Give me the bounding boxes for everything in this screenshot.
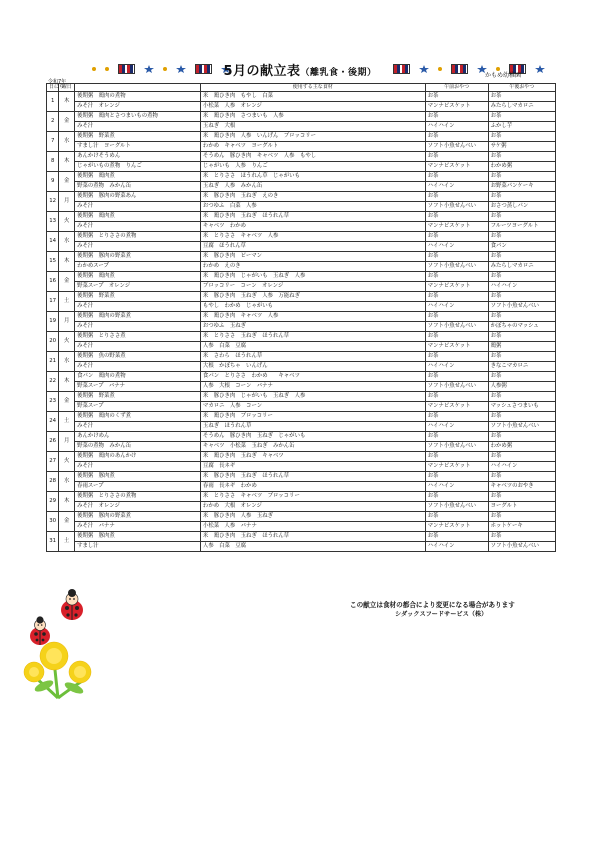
table-row bbox=[47, 412, 556, 422]
table-row bbox=[47, 402, 556, 412]
dish-cell: 野菜スープ バナナ bbox=[75, 382, 201, 392]
title-text: 5月の献立表 bbox=[223, 64, 301, 79]
pm-snack-cell: お茶 bbox=[488, 392, 555, 402]
ingredient-cell: 米 豚ひき肉 ピーマン bbox=[200, 252, 425, 262]
table-row bbox=[47, 332, 556, 342]
ingredient-cell: 人参 大根 コーン バナナ bbox=[200, 382, 425, 392]
am-snack-cell: ハイハイン bbox=[425, 482, 488, 492]
table-row bbox=[47, 222, 556, 232]
pm-snack-cell: サケ粥 bbox=[488, 142, 555, 152]
day-cell: 27 bbox=[47, 452, 59, 472]
am-snack-cell: お茶 bbox=[425, 532, 488, 542]
ingredient-cell: 小松菜 人参 オレンジ bbox=[200, 102, 425, 112]
table-row bbox=[47, 392, 556, 402]
dish-cell: みそ汁 バナナ bbox=[75, 522, 201, 532]
ingredient-cell: わかめ えのき bbox=[200, 262, 425, 272]
ingredient-cell: 米 豚ひき肉 玉ねぎ ほうれん草 bbox=[200, 472, 425, 482]
day-cell: 28 bbox=[47, 472, 59, 492]
dot-icon bbox=[438, 67, 442, 71]
am-snack-cell: ハイハイン bbox=[425, 302, 488, 312]
col-dish bbox=[75, 84, 201, 92]
am-snack-cell: ハイハイン bbox=[425, 422, 488, 432]
ingredient-cell: 米 鶏ひき肉 じゃがいも 玉ねぎ 人参 bbox=[200, 272, 425, 282]
pm-snack-cell: お茶 bbox=[488, 272, 555, 282]
dish-cell: 後期粥 鶏肉煮 bbox=[75, 172, 201, 182]
am-snack-cell: お茶 bbox=[425, 372, 488, 382]
weekday-cell: 金 bbox=[59, 512, 75, 532]
am-snack-cell: お茶 bbox=[425, 492, 488, 502]
ingredient-cell: 米 豚ひき肉 玉ねぎ えのき bbox=[200, 192, 425, 202]
am-snack-cell: マンナビスケット bbox=[425, 462, 488, 472]
pm-snack-cell: ソフト小魚せんべい bbox=[488, 542, 555, 552]
table-row bbox=[47, 522, 556, 532]
weekday-cell: 土 bbox=[59, 412, 75, 432]
pm-snack-cell: みたらしマカロニ bbox=[488, 262, 555, 272]
table-row bbox=[47, 512, 556, 522]
pm-snack-cell: お茶 bbox=[488, 532, 555, 542]
weekday-cell: 水 bbox=[59, 132, 75, 152]
am-snack-cell: お茶 bbox=[425, 452, 488, 462]
am-snack-cell: ソフト小魚せんべい bbox=[425, 382, 488, 392]
dish-cell: 野菜の煮物 みかん缶 bbox=[75, 182, 201, 192]
pm-snack-cell: お茶 bbox=[488, 512, 555, 522]
table-row bbox=[47, 502, 556, 512]
dish-cell: 野菜の煮物 みかん缶 bbox=[75, 442, 201, 452]
weekday-cell: 土 bbox=[59, 292, 75, 312]
pm-snack-cell: お茶 bbox=[488, 132, 555, 142]
dish-cell: 後期粥 豚肉の野菜煮 bbox=[75, 252, 201, 262]
school-name: かもめ幼稚園 bbox=[485, 72, 522, 79]
dish-cell: あんかけそうめん bbox=[75, 152, 201, 162]
pm-snack-cell: お茶 bbox=[488, 192, 555, 202]
table-row bbox=[47, 142, 556, 152]
am-snack-cell: ソフト小魚せんべい bbox=[425, 442, 488, 452]
pm-snack-cell: 鶏粥 bbox=[488, 342, 555, 352]
ingredient-cell: 米 豚ひき肉 人参 玉ねぎ bbox=[200, 512, 425, 522]
table-row bbox=[47, 492, 556, 502]
ingredient-cell: 人参 白菜 豆腐 bbox=[200, 542, 425, 552]
am-snack-cell: マンナビスケット bbox=[425, 522, 488, 532]
change-notice: この献立は食材の都合により変更になる場合があります bbox=[350, 601, 515, 609]
table-row bbox=[47, 302, 556, 312]
ingredient-cell: 米 鶏ひき肉 人参 いんげん ブロッコリー bbox=[200, 132, 425, 142]
weekday-cell: 木 bbox=[59, 152, 75, 172]
pm-snack-cell: お茶 bbox=[488, 472, 555, 482]
dish-cell: みそ汁 bbox=[75, 342, 201, 352]
dish-cell: みそ汁 オレンジ bbox=[75, 502, 201, 512]
am-snack-cell: マンナビスケット bbox=[425, 162, 488, 172]
ingredient-cell: マカロニ 人参 コーン bbox=[200, 402, 425, 412]
table-row bbox=[47, 202, 556, 212]
day-cell: 15 bbox=[47, 252, 59, 272]
pm-snack-cell: お茶 bbox=[488, 492, 555, 502]
am-snack-cell: お茶 bbox=[425, 512, 488, 522]
dish-cell: 後期粥 鶏肉煮 bbox=[75, 272, 201, 282]
day-cell: 26 bbox=[47, 432, 59, 452]
dish-cell: 後期粥 魚の野菜煮 bbox=[75, 352, 201, 362]
dish-cell: わかめスープ bbox=[75, 262, 201, 272]
day-cell: 31 bbox=[47, 532, 59, 552]
dish-cell: じゃがいもの煮物 りんご bbox=[75, 162, 201, 172]
am-snack-cell: マンナビスケット bbox=[425, 402, 488, 412]
table-row bbox=[47, 472, 556, 482]
pm-snack-cell: みたらしマカロニ bbox=[488, 102, 555, 112]
weekday-cell: 木 bbox=[59, 252, 75, 272]
pm-snack-cell: お茶 bbox=[488, 212, 555, 222]
pm-snack-cell: ソフト小魚せんべい bbox=[488, 302, 555, 312]
weekday-cell: 月 bbox=[59, 192, 75, 212]
weekday-cell: 火 bbox=[59, 452, 75, 472]
am-snack-cell: お茶 bbox=[425, 332, 488, 342]
ingredient-cell: 米 豚ひき肉 じゃがいも 玉ねぎ 人参 bbox=[200, 392, 425, 402]
ingredient-cell: 春雨 長ネギ わかめ bbox=[200, 482, 425, 492]
table-row bbox=[47, 102, 556, 112]
ingredient-cell: 米 鶏ひき肉 もやし 白菜 bbox=[200, 92, 425, 102]
weekday-cell: 木 bbox=[59, 372, 75, 392]
am-snack-cell: お茶 bbox=[425, 352, 488, 362]
table-row bbox=[47, 482, 556, 492]
pm-snack-cell: お茶 bbox=[488, 432, 555, 442]
table-row bbox=[47, 242, 556, 252]
table-row bbox=[47, 532, 556, 542]
table-row bbox=[47, 342, 556, 352]
header-decoration-right bbox=[393, 64, 545, 74]
table-row bbox=[47, 292, 556, 302]
table-row bbox=[47, 382, 556, 392]
era-label: 令和7年 bbox=[48, 79, 67, 85]
dish-cell: みそ汁 bbox=[75, 422, 201, 432]
table-row bbox=[47, 282, 556, 292]
dish-cell: みそ汁 bbox=[75, 322, 201, 332]
ingredient-cell: 豆腐 長ネギ bbox=[200, 462, 425, 472]
dish-cell: 後期粥 野菜煮 bbox=[75, 292, 201, 302]
am-snack-cell: お茶 bbox=[425, 432, 488, 442]
am-snack-cell: お茶 bbox=[425, 412, 488, 422]
col-pm-snack: 午後おやつ bbox=[488, 84, 555, 92]
dish-cell: 後期粥 鶏肉煮 bbox=[75, 212, 201, 222]
ingredient-cell: 米 さわら ほうれん草 bbox=[200, 352, 425, 362]
table-row bbox=[47, 442, 556, 452]
am-snack-cell: お茶 bbox=[425, 472, 488, 482]
am-snack-cell: ハイハイン bbox=[425, 182, 488, 192]
pm-snack-cell: お茶 bbox=[488, 372, 555, 382]
day-cell: 20 bbox=[47, 332, 59, 352]
ingredient-cell: 米 とりささ キャベツ 人参 bbox=[200, 232, 425, 242]
table-row bbox=[47, 182, 556, 192]
table-row bbox=[47, 362, 556, 372]
pm-snack-cell: ふかし芋 bbox=[488, 122, 555, 132]
pm-snack-cell: お茶 bbox=[488, 252, 555, 262]
dish-cell: 後期粥 鶏肉のくず煮 bbox=[75, 412, 201, 422]
dish-cell: みそ汁 bbox=[75, 242, 201, 252]
dish-cell: 後期粥 野菜煮 bbox=[75, 392, 201, 402]
dish-cell: あんかけめん bbox=[75, 432, 201, 442]
ingredient-cell: おつゆふ 玉ねぎ bbox=[200, 322, 425, 332]
dish-cell: みそ汁 bbox=[75, 202, 201, 212]
pm-snack-cell: お茶 bbox=[488, 452, 555, 462]
dish-cell: みそ汁 bbox=[75, 462, 201, 472]
menu-table bbox=[46, 83, 556, 552]
table-row bbox=[47, 92, 556, 102]
table-row bbox=[47, 152, 556, 162]
pm-snack-cell: お野菜パンケーキ bbox=[488, 182, 555, 192]
dish-cell: 後期粥 鶏肉とさつまいもの煮物 bbox=[75, 112, 201, 122]
am-snack-cell: お茶 bbox=[425, 392, 488, 402]
dish-cell: 後期粥 とりささの煮物 bbox=[75, 232, 201, 242]
company-name: シダックスフードサービス（株） bbox=[395, 611, 488, 618]
table-row bbox=[47, 112, 556, 122]
am-snack-cell: お茶 bbox=[425, 132, 488, 142]
dish-cell: 野菜スープ オレンジ bbox=[75, 282, 201, 292]
ingredient-cell: 人参 白菜 豆腐 bbox=[200, 342, 425, 352]
weekday-cell: 月 bbox=[59, 432, 75, 452]
ingredient-cell: 玉ねぎ 大根 bbox=[200, 122, 425, 132]
am-snack-cell: お茶 bbox=[425, 272, 488, 282]
table-row bbox=[47, 312, 556, 322]
day-cell: 23 bbox=[47, 392, 59, 412]
pm-snack-cell: きなこマカロニ bbox=[488, 362, 555, 372]
am-snack-cell: お茶 bbox=[425, 252, 488, 262]
koinobori-flag-icon bbox=[451, 64, 468, 74]
day-cell: 1 bbox=[47, 92, 59, 112]
ingredient-cell: 米 鶏ひき肉 さつまいも 人参 bbox=[200, 112, 425, 122]
table-row bbox=[47, 452, 556, 462]
pm-snack-cell: ハイハイン bbox=[488, 462, 555, 472]
day-cell: 13 bbox=[47, 212, 59, 232]
pm-snack-cell: わかめ粥 bbox=[488, 442, 555, 452]
pm-snack-cell: キャベツのおやき bbox=[488, 482, 555, 492]
weekday-cell: 土 bbox=[59, 532, 75, 552]
table-row bbox=[47, 122, 556, 132]
pm-snack-cell: 食パン bbox=[488, 242, 555, 252]
pm-snack-cell: お茶 bbox=[488, 412, 555, 422]
dish-cell: 後期粥 豚肉煮 bbox=[75, 532, 201, 542]
weekday-cell: 月 bbox=[59, 312, 75, 332]
ingredient-cell: 米 とりささ キャベツ ブロッコリー bbox=[200, 492, 425, 502]
pm-snack-cell: お茶 bbox=[488, 92, 555, 102]
dish-cell: すまし汁 bbox=[75, 542, 201, 552]
pm-snack-cell: お茶 bbox=[488, 112, 555, 122]
pm-snack-cell: ヨーグルト bbox=[488, 502, 555, 512]
am-snack-cell: ハイハイン bbox=[425, 242, 488, 252]
weekday-cell: 金 bbox=[59, 112, 75, 132]
pm-snack-cell: ホットケーキ bbox=[488, 522, 555, 532]
dish-cell: 後期粥 鶏肉の野菜煮 bbox=[75, 312, 201, 322]
ingredient-cell: 米 とりささ ほうれん草 じゃがいも bbox=[200, 172, 425, 182]
pm-snack-cell: ソフト小魚せんべい bbox=[488, 422, 555, 432]
pm-snack-cell: フルーツヨーグルト bbox=[488, 222, 555, 232]
menu-body bbox=[47, 92, 556, 552]
dish-cell: 後期粥 とりささ煮 bbox=[75, 332, 201, 342]
table-row bbox=[47, 192, 556, 202]
ingredient-cell: わかめ キャベツ ヨーグルト bbox=[200, 142, 425, 152]
pm-snack-cell: お茶 bbox=[488, 232, 555, 242]
day-cell: 29 bbox=[47, 492, 59, 512]
am-snack-cell: お茶 bbox=[425, 172, 488, 182]
ingredient-cell: 豆腐 ほうれん草 bbox=[200, 242, 425, 252]
ingredient-cell: ブロッコリー コーン オレンジ bbox=[200, 282, 425, 292]
am-snack-cell: お茶 bbox=[425, 292, 488, 302]
dish-cell: 後期粥 とりささの煮物 bbox=[75, 492, 201, 502]
table-row bbox=[47, 542, 556, 552]
am-snack-cell: ソフト小魚せんべい bbox=[425, 202, 488, 212]
table-row bbox=[47, 262, 556, 272]
day-cell: 30 bbox=[47, 512, 59, 532]
ingredient-cell: 大根 かぼちゃ いんげん bbox=[200, 362, 425, 372]
weekday-cell: 金 bbox=[59, 172, 75, 192]
dish-cell: 後期粥 鶏肉のあんかけ bbox=[75, 452, 201, 462]
ingredient-cell: そうめん 豚ひき肉 玉ねぎ じゃがいも bbox=[200, 432, 425, 442]
ingredient-cell: 米 鶏ひき肉 玉ねぎ キャベツ bbox=[200, 452, 425, 462]
table-row bbox=[47, 172, 556, 182]
day-cell: 24 bbox=[47, 412, 59, 432]
col-ingredients: 使用する主な食材 bbox=[200, 84, 425, 92]
table-row bbox=[47, 462, 556, 472]
table-row bbox=[47, 162, 556, 172]
title-subtitle: （離乳食・後期） bbox=[300, 68, 377, 78]
pm-snack-cell: ハイハイン bbox=[488, 282, 555, 292]
dish-cell: 後期粥 野菜煮 bbox=[75, 132, 201, 142]
am-snack-cell: マンナビスケット bbox=[425, 222, 488, 232]
am-snack-cell: お茶 bbox=[425, 312, 488, 322]
am-snack-cell: お茶 bbox=[425, 192, 488, 202]
ingredient-cell: 玉ねぎ ほうれん草 bbox=[200, 422, 425, 432]
pm-snack-cell: マッシュさつまいも bbox=[488, 402, 555, 412]
pm-snack-cell: お茶 bbox=[488, 332, 555, 342]
weekday-cell: 火 bbox=[59, 332, 75, 352]
col-day: 日にち bbox=[47, 84, 59, 92]
col-am-snack: 午前おやつ bbox=[425, 84, 488, 92]
dish-cell: すまし汁 ヨーグルト bbox=[75, 142, 201, 152]
am-snack-cell: マンナビスケット bbox=[425, 102, 488, 112]
dish-cell: 野菜スープ bbox=[75, 402, 201, 412]
am-snack-cell: ハイハイン bbox=[425, 122, 488, 132]
table-row bbox=[47, 422, 556, 432]
am-snack-cell: お茶 bbox=[425, 112, 488, 122]
table-row bbox=[47, 322, 556, 332]
table-row bbox=[47, 272, 556, 282]
table-row bbox=[47, 432, 556, 442]
dish-cell: 食パン 鶏肉の煮物 bbox=[75, 372, 201, 382]
weekday-cell: 木 bbox=[59, 92, 75, 112]
ingredient-cell: わかめ 大根 オレンジ bbox=[200, 502, 425, 512]
pm-snack-cell: お茶 bbox=[488, 292, 555, 302]
table-row bbox=[47, 132, 556, 142]
pm-snack-cell: お茶 bbox=[488, 312, 555, 322]
koinobori-flag-icon bbox=[393, 64, 410, 74]
am-snack-cell: ハイハイン bbox=[425, 542, 488, 552]
day-cell: 17 bbox=[47, 292, 59, 312]
ingredient-cell: キャベツ 小松菜 玉ねぎ みかん缶 bbox=[200, 442, 425, 452]
am-snack-cell: お茶 bbox=[425, 212, 488, 222]
dish-cell: 後期粥 鶏肉の煮物 bbox=[75, 92, 201, 102]
star-icon bbox=[419, 65, 429, 73]
am-snack-cell: ハイハイン bbox=[425, 362, 488, 372]
am-snack-cell: ソフト小魚せんべい bbox=[425, 322, 488, 332]
weekday-cell: 木 bbox=[59, 492, 75, 512]
day-cell: 12 bbox=[47, 192, 59, 212]
table-row bbox=[47, 352, 556, 362]
am-snack-cell: マンナビスケット bbox=[425, 342, 488, 352]
day-cell: 16 bbox=[47, 272, 59, 292]
ingredient-cell: 食パン とりささ わかめ キャベツ bbox=[200, 372, 425, 382]
dish-cell: みそ汁 bbox=[75, 222, 201, 232]
pm-snack-cell: お茶 bbox=[488, 352, 555, 362]
day-cell: 7 bbox=[47, 132, 59, 152]
day-cell: 2 bbox=[47, 112, 59, 132]
am-snack-cell: お茶 bbox=[425, 152, 488, 162]
ingredient-cell: じゃがいも 人参 りんご bbox=[200, 162, 425, 172]
dish-cell: 後期粥 豚肉の野菜あん bbox=[75, 192, 201, 202]
weekday-cell: 水 bbox=[59, 352, 75, 372]
day-cell: 8 bbox=[47, 152, 59, 172]
day-cell: 22 bbox=[47, 372, 59, 392]
ingredient-cell: 米 鶏ひき肉 玉ねぎ ほうれん草 bbox=[200, 532, 425, 542]
am-snack-cell: ソフト小魚せんべい bbox=[425, 142, 488, 152]
dish-cell: 後期粥 豚肉煮 bbox=[75, 472, 201, 482]
pm-snack-cell: かぼちゃのマッシュ bbox=[488, 322, 555, 332]
pm-snack-cell: 人参粥 bbox=[488, 382, 555, 392]
day-cell: 9 bbox=[47, 172, 59, 192]
table-header-row bbox=[47, 84, 556, 92]
table-row bbox=[47, 372, 556, 382]
dish-cell: 春雨スープ bbox=[75, 482, 201, 492]
ingredient-cell: 米 鶏ひき肉 玉ねぎ ほうれん草 bbox=[200, 212, 425, 222]
day-cell: 14 bbox=[47, 232, 59, 252]
am-snack-cell: お茶 bbox=[425, 232, 488, 242]
day-cell: 19 bbox=[47, 312, 59, 332]
ingredient-cell: 米 鶏ひき肉 ブロッコリー bbox=[200, 412, 425, 422]
ingredient-cell: キャベツ わかめ bbox=[200, 222, 425, 232]
ingredient-cell: 米 鶏ひき肉 キャベツ 人参 bbox=[200, 312, 425, 322]
dish-cell: みそ汁 bbox=[75, 302, 201, 312]
ingredient-cell: おつゆふ 白菜 人参 bbox=[200, 202, 425, 212]
am-snack-cell: ソフト小魚せんべい bbox=[425, 262, 488, 272]
ingredient-cell: 米 とりささ 玉ねぎ ほうれん草 bbox=[200, 332, 425, 342]
table-row bbox=[47, 212, 556, 222]
ingredient-cell: そうめん 豚ひき肉 キャベツ 人参 もやし bbox=[200, 152, 425, 162]
weekday-cell: 金 bbox=[59, 272, 75, 292]
weekday-cell: 水 bbox=[59, 232, 75, 252]
pm-snack-cell: おさつ蒸しパン bbox=[488, 202, 555, 212]
star-icon bbox=[535, 65, 545, 73]
table-row bbox=[47, 232, 556, 242]
ingredient-cell: もやし わかめ じゃがいも bbox=[200, 302, 425, 312]
am-snack-cell: ソフト小魚せんべい bbox=[425, 502, 488, 512]
dish-cell: みそ汁 オレンジ bbox=[75, 102, 201, 112]
ingredient-cell: 玉ねぎ 人参 みかん缶 bbox=[200, 182, 425, 192]
weekday-cell: 火 bbox=[59, 212, 75, 232]
table-row bbox=[47, 252, 556, 262]
am-snack-cell: お茶 bbox=[425, 92, 488, 102]
dish-cell: 後期粥 豚肉の野菜煮 bbox=[75, 512, 201, 522]
ladybug-illustration bbox=[14, 590, 104, 700]
ingredient-cell: 小松菜 人参 バナナ bbox=[200, 522, 425, 532]
ingredient-cell: 米 豚ひき肉 玉ねぎ 人参 万能ねぎ bbox=[200, 292, 425, 302]
weekday-cell: 水 bbox=[59, 472, 75, 492]
pm-snack-cell: わかめ粥 bbox=[488, 162, 555, 172]
dish-cell: みそ汁 bbox=[75, 122, 201, 132]
pm-snack-cell: お茶 bbox=[488, 172, 555, 182]
weekday-cell: 金 bbox=[59, 392, 75, 412]
col-weekday: 曜日 bbox=[59, 84, 75, 92]
am-snack-cell: マンナビスケット bbox=[425, 282, 488, 292]
day-cell: 21 bbox=[47, 352, 59, 372]
dish-cell: みそ汁 bbox=[75, 362, 201, 372]
pm-snack-cell: お茶 bbox=[488, 152, 555, 162]
